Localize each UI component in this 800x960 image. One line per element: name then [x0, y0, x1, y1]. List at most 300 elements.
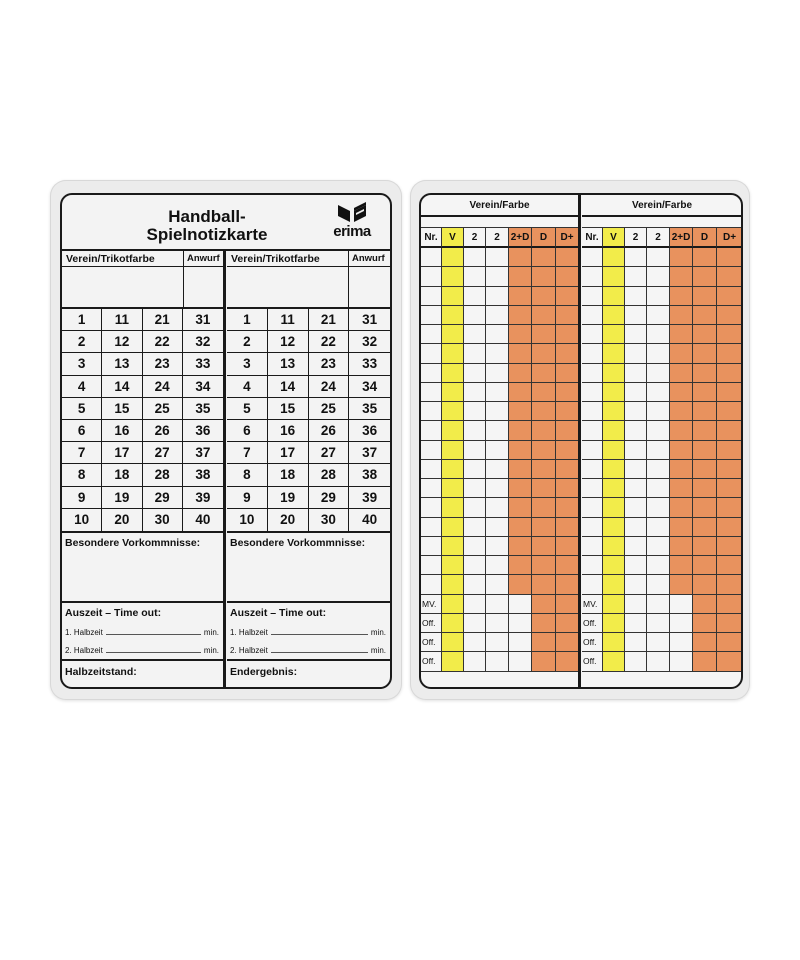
player-number-cell[interactable]: 26	[309, 420, 350, 442]
penalty-cell[interactable]	[670, 421, 693, 440]
player-number-cell[interactable]: 17	[102, 442, 142, 464]
penalty-cell[interactable]	[486, 556, 509, 575]
club-color-field[interactable]	[227, 251, 349, 309]
penalty-cell[interactable]	[532, 518, 556, 537]
penalty-cell[interactable]	[647, 306, 670, 325]
penalty-cell[interactable]	[582, 344, 603, 363]
penalty-cell[interactable]	[509, 344, 532, 363]
penalty-cell[interactable]	[603, 421, 625, 440]
penalty-cell[interactable]	[486, 248, 509, 267]
player-number-cell[interactable]: 20	[102, 509, 142, 531]
penalty-cell[interactable]	[509, 498, 532, 517]
official-cell[interactable]	[693, 614, 717, 633]
penalty-cell[interactable]	[647, 460, 670, 479]
besondere-vorkommnisse-field[interactable]	[227, 533, 390, 603]
penalty-cell[interactable]	[603, 498, 625, 517]
penalty-cell[interactable]	[693, 575, 717, 594]
penalty-cell[interactable]	[647, 441, 670, 460]
penalty-cell[interactable]	[625, 325, 647, 344]
penalty-cell[interactable]	[442, 402, 464, 421]
official-cell[interactable]	[647, 614, 670, 633]
penalty-cell[interactable]	[509, 479, 532, 498]
penalty-cell[interactable]	[717, 537, 742, 556]
penalty-cell[interactable]	[532, 325, 556, 344]
player-number-cell[interactable]: 22	[143, 331, 183, 353]
penalty-cell[interactable]	[442, 267, 464, 286]
penalty-cell[interactable]	[647, 325, 670, 344]
player-number-cell[interactable]: 26	[143, 420, 183, 442]
penalty-cell[interactable]	[670, 575, 693, 594]
penalty-cell[interactable]	[603, 537, 625, 556]
player-number-cell[interactable]: 1	[62, 309, 102, 331]
penalty-cell[interactable]	[717, 248, 742, 267]
penalty-cell[interactable]	[582, 402, 603, 421]
penalty-cell[interactable]	[486, 575, 509, 594]
official-cell[interactable]	[603, 633, 625, 652]
player-number-cell[interactable]: 3	[227, 353, 268, 375]
penalty-cell[interactable]	[442, 441, 464, 460]
penalty-cell[interactable]	[556, 344, 578, 363]
official-cell[interactable]	[464, 633, 486, 652]
penalty-cell[interactable]	[556, 518, 578, 537]
official-cell[interactable]	[693, 633, 717, 652]
penalty-cell[interactable]	[625, 383, 647, 402]
penalty-cell[interactable]	[556, 287, 578, 306]
player-number-cell[interactable]: 29	[309, 487, 350, 509]
official-row-label[interactable]: Off.	[421, 614, 442, 633]
penalty-cell[interactable]	[693, 364, 717, 383]
penalty-cell[interactable]	[509, 518, 532, 537]
penalty-cell[interactable]	[717, 402, 742, 421]
halbzeit2-row[interactable]	[65, 641, 219, 655]
penalty-cell[interactable]	[532, 498, 556, 517]
penalty-cell[interactable]	[582, 267, 603, 286]
official-cell[interactable]	[486, 595, 509, 614]
penalty-cell[interactable]	[693, 402, 717, 421]
player-number-cell[interactable]: 34	[349, 376, 390, 398]
penalty-cell[interactable]	[625, 479, 647, 498]
official-cell[interactable]	[442, 633, 464, 652]
penalty-cell[interactable]	[532, 556, 556, 575]
penalty-cell[interactable]	[532, 364, 556, 383]
official-cell[interactable]	[670, 652, 693, 671]
penalty-cell[interactable]	[509, 287, 532, 306]
penalty-cell[interactable]	[509, 325, 532, 344]
official-cell[interactable]	[556, 633, 578, 652]
penalty-cell[interactable]	[582, 441, 603, 460]
penalty-cell[interactable]	[603, 325, 625, 344]
official-cell[interactable]	[717, 633, 742, 652]
halbzeit1-row[interactable]	[230, 623, 386, 637]
penalty-cell[interactable]	[532, 479, 556, 498]
official-cell[interactable]	[670, 614, 693, 633]
penalty-cell[interactable]	[486, 460, 509, 479]
penalty-cell[interactable]	[717, 518, 742, 537]
penalty-cell[interactable]	[582, 287, 603, 306]
penalty-cell[interactable]	[603, 267, 625, 286]
penalty-cell[interactable]	[625, 460, 647, 479]
player-number-cell[interactable]: 39	[183, 487, 223, 509]
verein-farbe-field[interactable]	[421, 217, 578, 228]
penalty-cell[interactable]	[464, 575, 486, 594]
player-number-cell[interactable]: 8	[227, 464, 268, 486]
penalty-cell[interactable]	[625, 575, 647, 594]
penalty-cell[interactable]	[693, 537, 717, 556]
player-number-cell[interactable]: 19	[102, 487, 142, 509]
penalty-cell[interactable]	[693, 421, 717, 440]
penalty-cell[interactable]	[442, 479, 464, 498]
player-number-cell[interactable]: 10	[227, 509, 268, 531]
penalty-cell[interactable]	[442, 383, 464, 402]
player-number-cell[interactable]: 38	[349, 464, 390, 486]
penalty-cell[interactable]	[693, 460, 717, 479]
penalty-cell[interactable]	[442, 575, 464, 594]
club-color-field[interactable]	[62, 251, 184, 309]
penalty-cell[interactable]	[693, 556, 717, 575]
penalty-cell[interactable]	[421, 460, 442, 479]
penalty-cell[interactable]	[717, 306, 742, 325]
penalty-cell[interactable]	[556, 537, 578, 556]
player-number-cell[interactable]: 15	[102, 398, 142, 420]
penalty-cell[interactable]	[647, 537, 670, 556]
player-number-cell[interactable]: 27	[309, 442, 350, 464]
official-cell[interactable]	[532, 614, 556, 633]
penalty-cell[interactable]	[603, 287, 625, 306]
player-number-cell[interactable]: 13	[102, 353, 142, 375]
penalty-cell[interactable]	[582, 460, 603, 479]
player-number-cell[interactable]: 2	[62, 331, 102, 353]
penalty-cell[interactable]	[647, 364, 670, 383]
penalty-cell[interactable]	[603, 383, 625, 402]
penalty-cell[interactable]	[509, 421, 532, 440]
penalty-cell[interactable]	[464, 287, 486, 306]
official-cell[interactable]	[717, 595, 742, 614]
penalty-cell[interactable]	[625, 248, 647, 267]
penalty-cell[interactable]	[464, 498, 486, 517]
penalty-cell[interactable]	[693, 518, 717, 537]
penalty-cell[interactable]	[693, 306, 717, 325]
player-number-cell[interactable]: 16	[102, 420, 142, 442]
official-row-label[interactable]: Off.	[421, 633, 442, 652]
penalty-cell[interactable]	[421, 518, 442, 537]
official-cell[interactable]	[556, 614, 578, 633]
penalty-cell[interactable]	[442, 556, 464, 575]
official-row-label[interactable]: Off.	[582, 633, 603, 652]
player-number-cell[interactable]: 20	[268, 509, 309, 531]
official-row-label[interactable]: Off.	[582, 652, 603, 671]
penalty-cell[interactable]	[556, 575, 578, 594]
official-cell[interactable]	[647, 633, 670, 652]
penalty-cell[interactable]	[670, 518, 693, 537]
anwurf-field[interactable]	[349, 251, 390, 309]
official-cell[interactable]	[603, 614, 625, 633]
player-number-cell[interactable]: 34	[183, 376, 223, 398]
penalty-cell[interactable]	[717, 441, 742, 460]
penalty-cell[interactable]	[717, 267, 742, 286]
penalty-cell[interactable]	[464, 248, 486, 267]
penalty-cell[interactable]	[670, 287, 693, 306]
official-cell[interactable]	[464, 614, 486, 633]
penalty-cell[interactable]	[670, 556, 693, 575]
official-cell[interactable]	[625, 614, 647, 633]
player-number-cell[interactable]: 36	[183, 420, 223, 442]
penalty-cell[interactable]	[464, 325, 486, 344]
player-number-cell[interactable]: 30	[143, 509, 183, 531]
penalty-cell[interactable]	[421, 287, 442, 306]
penalty-cell[interactable]	[556, 383, 578, 402]
player-number-cell[interactable]: 5	[227, 398, 268, 420]
penalty-cell[interactable]	[464, 383, 486, 402]
player-number-cell[interactable]: 14	[268, 376, 309, 398]
penalty-cell[interactable]	[670, 402, 693, 421]
penalty-cell[interactable]	[532, 575, 556, 594]
penalty-cell[interactable]	[625, 364, 647, 383]
penalty-cell[interactable]	[582, 248, 603, 267]
player-number-cell[interactable]: 28	[143, 464, 183, 486]
penalty-cell[interactable]	[509, 441, 532, 460]
penalty-cell[interactable]	[693, 441, 717, 460]
player-number-cell[interactable]: 21	[309, 309, 350, 331]
penalty-cell[interactable]	[486, 306, 509, 325]
penalty-cell[interactable]	[556, 498, 578, 517]
penalty-cell[interactable]	[625, 402, 647, 421]
player-number-cell[interactable]: 35	[349, 398, 390, 420]
official-cell[interactable]	[693, 652, 717, 671]
penalty-cell[interactable]	[464, 344, 486, 363]
penalty-cell[interactable]	[442, 325, 464, 344]
player-number-cell[interactable]: 12	[102, 331, 142, 353]
penalty-cell[interactable]	[486, 364, 509, 383]
player-number-cell[interactable]: 23	[309, 353, 350, 375]
penalty-cell[interactable]	[603, 556, 625, 575]
official-cell[interactable]	[670, 633, 693, 652]
penalty-cell[interactable]	[582, 518, 603, 537]
penalty-cell[interactable]	[509, 556, 532, 575]
penalty-cell[interactable]	[556, 306, 578, 325]
penalty-cell[interactable]	[509, 364, 532, 383]
player-number-cell[interactable]: 38	[183, 464, 223, 486]
player-number-cell[interactable]: 36	[349, 420, 390, 442]
penalty-cell[interactable]	[625, 498, 647, 517]
penalty-cell[interactable]	[464, 364, 486, 383]
penalty-cell[interactable]	[603, 441, 625, 460]
penalty-cell[interactable]	[464, 460, 486, 479]
player-number-cell[interactable]: 39	[349, 487, 390, 509]
player-number-cell[interactable]: 37	[183, 442, 223, 464]
player-number-cell[interactable]: 4	[227, 376, 268, 398]
penalty-cell[interactable]	[532, 287, 556, 306]
penalty-cell[interactable]	[532, 421, 556, 440]
official-cell[interactable]	[647, 652, 670, 671]
player-number-cell[interactable]: 24	[143, 376, 183, 398]
penalty-cell[interactable]	[693, 383, 717, 402]
player-number-cell[interactable]: 19	[268, 487, 309, 509]
penalty-cell[interactable]	[625, 267, 647, 286]
penalty-cell[interactable]	[421, 364, 442, 383]
official-cell[interactable]	[442, 595, 464, 614]
penalty-cell[interactable]	[717, 556, 742, 575]
official-cell[interactable]	[717, 614, 742, 633]
penalty-cell[interactable]	[421, 537, 442, 556]
official-cell[interactable]	[603, 595, 625, 614]
penalty-cell[interactable]	[464, 537, 486, 556]
penalty-cell[interactable]	[670, 479, 693, 498]
penalty-cell[interactable]	[442, 364, 464, 383]
penalty-cell[interactable]	[556, 267, 578, 286]
penalty-cell[interactable]	[603, 306, 625, 325]
player-number-cell[interactable]: 33	[183, 353, 223, 375]
penalty-cell[interactable]	[421, 383, 442, 402]
player-number-cell[interactable]: 24	[309, 376, 350, 398]
penalty-cell[interactable]	[647, 344, 670, 363]
official-cell[interactable]	[464, 595, 486, 614]
penalty-cell[interactable]	[603, 575, 625, 594]
anwurf-field[interactable]	[184, 251, 223, 309]
penalty-cell[interactable]	[603, 248, 625, 267]
player-number-cell[interactable]: 18	[268, 464, 309, 486]
verein-farbe-field[interactable]	[582, 217, 742, 228]
penalty-cell[interactable]	[717, 287, 742, 306]
player-number-cell[interactable]: 37	[349, 442, 390, 464]
penalty-cell[interactable]	[717, 575, 742, 594]
penalty-cell[interactable]	[421, 441, 442, 460]
penalty-cell[interactable]	[532, 537, 556, 556]
penalty-cell[interactable]	[442, 287, 464, 306]
player-number-cell[interactable]: 5	[62, 398, 102, 420]
penalty-cell[interactable]	[693, 325, 717, 344]
penalty-cell[interactable]	[442, 306, 464, 325]
player-number-cell[interactable]: 22	[309, 331, 350, 353]
penalty-cell[interactable]	[582, 575, 603, 594]
penalty-cell[interactable]	[717, 421, 742, 440]
penalty-cell[interactable]	[625, 306, 647, 325]
penalty-cell[interactable]	[556, 248, 578, 267]
penalty-cell[interactable]	[582, 383, 603, 402]
penalty-cell[interactable]	[442, 248, 464, 267]
penalty-cell[interactable]	[532, 383, 556, 402]
penalty-cell[interactable]	[509, 248, 532, 267]
penalty-cell[interactable]	[442, 537, 464, 556]
penalty-cell[interactable]	[509, 575, 532, 594]
official-row-label[interactable]: MV.	[421, 595, 442, 614]
penalty-cell[interactable]	[421, 575, 442, 594]
official-cell[interactable]	[442, 614, 464, 633]
penalty-cell[interactable]	[421, 556, 442, 575]
official-cell[interactable]	[603, 652, 625, 671]
penalty-cell[interactable]	[582, 306, 603, 325]
player-number-cell[interactable]: 6	[62, 420, 102, 442]
penalty-cell[interactable]	[647, 421, 670, 440]
penalty-cell[interactable]	[693, 344, 717, 363]
penalty-cell[interactable]	[442, 421, 464, 440]
penalty-cell[interactable]	[670, 460, 693, 479]
penalty-cell[interactable]	[556, 479, 578, 498]
penalty-cell[interactable]	[670, 325, 693, 344]
penalty-cell[interactable]	[509, 306, 532, 325]
penalty-cell[interactable]	[603, 344, 625, 363]
player-number-cell[interactable]: 35	[183, 398, 223, 420]
penalty-cell[interactable]	[486, 383, 509, 402]
official-cell[interactable]	[556, 652, 578, 671]
penalty-cell[interactable]	[486, 402, 509, 421]
penalty-cell[interactable]	[717, 479, 742, 498]
official-row-label[interactable]: Off.	[582, 614, 603, 633]
penalty-cell[interactable]	[421, 498, 442, 517]
penalty-cell[interactable]	[647, 498, 670, 517]
official-cell[interactable]	[670, 595, 693, 614]
penalty-cell[interactable]	[486, 267, 509, 286]
penalty-cell[interactable]	[582, 364, 603, 383]
penalty-cell[interactable]	[556, 556, 578, 575]
player-number-cell[interactable]: 7	[62, 442, 102, 464]
penalty-cell[interactable]	[717, 498, 742, 517]
penalty-cell[interactable]	[486, 441, 509, 460]
penalty-cell[interactable]	[464, 402, 486, 421]
player-number-cell[interactable]: 1	[227, 309, 268, 331]
penalty-cell[interactable]	[486, 537, 509, 556]
penalty-cell[interactable]	[421, 325, 442, 344]
penalty-cell[interactable]	[421, 306, 442, 325]
penalty-cell[interactable]	[464, 421, 486, 440]
penalty-cell[interactable]	[625, 556, 647, 575]
penalty-cell[interactable]	[582, 498, 603, 517]
official-cell[interactable]	[693, 595, 717, 614]
player-number-cell[interactable]: 4	[62, 376, 102, 398]
penalty-cell[interactable]	[625, 518, 647, 537]
penalty-cell[interactable]	[556, 364, 578, 383]
penalty-cell[interactable]	[421, 402, 442, 421]
penalty-cell[interactable]	[582, 556, 603, 575]
endergebnis-field[interactable]	[227, 661, 390, 687]
penalty-cell[interactable]	[603, 479, 625, 498]
penalty-cell[interactable]	[509, 537, 532, 556]
penalty-cell[interactable]	[532, 267, 556, 286]
penalty-cell[interactable]	[670, 344, 693, 363]
player-number-cell[interactable]: 13	[268, 353, 309, 375]
penalty-cell[interactable]	[421, 248, 442, 267]
player-number-cell[interactable]: 28	[309, 464, 350, 486]
penalty-cell[interactable]	[486, 421, 509, 440]
penalty-cell[interactable]	[693, 498, 717, 517]
official-cell[interactable]	[509, 633, 532, 652]
penalty-cell[interactable]	[625, 421, 647, 440]
official-cell[interactable]	[464, 652, 486, 671]
penalty-cell[interactable]	[464, 479, 486, 498]
penalty-cell[interactable]	[670, 383, 693, 402]
penalty-cell[interactable]	[509, 267, 532, 286]
penalty-cell[interactable]	[442, 498, 464, 517]
player-number-cell[interactable]: 25	[309, 398, 350, 420]
penalty-cell[interactable]	[647, 556, 670, 575]
player-number-cell[interactable]: 40	[362, 512, 378, 528]
penalty-cell[interactable]	[532, 402, 556, 421]
player-number-cell[interactable]: 40	[195, 512, 211, 528]
player-number-cell[interactable]: 16	[268, 420, 309, 442]
official-cell[interactable]	[556, 595, 578, 614]
player-number-cell[interactable]: 30	[309, 509, 350, 531]
penalty-cell[interactable]	[421, 479, 442, 498]
penalty-cell[interactable]	[670, 267, 693, 286]
penalty-cell[interactable]	[442, 344, 464, 363]
player-number-cell[interactable]: 8	[62, 464, 102, 486]
player-number-cell[interactable]: 12	[268, 331, 309, 353]
penalty-cell[interactable]	[693, 267, 717, 286]
player-number-cell[interactable]: 9	[227, 487, 268, 509]
penalty-cell[interactable]	[556, 421, 578, 440]
halbzeit2-row[interactable]	[230, 641, 386, 655]
player-number-cell[interactable]: 15	[268, 398, 309, 420]
halbzeitstand-field[interactable]	[62, 661, 223, 687]
